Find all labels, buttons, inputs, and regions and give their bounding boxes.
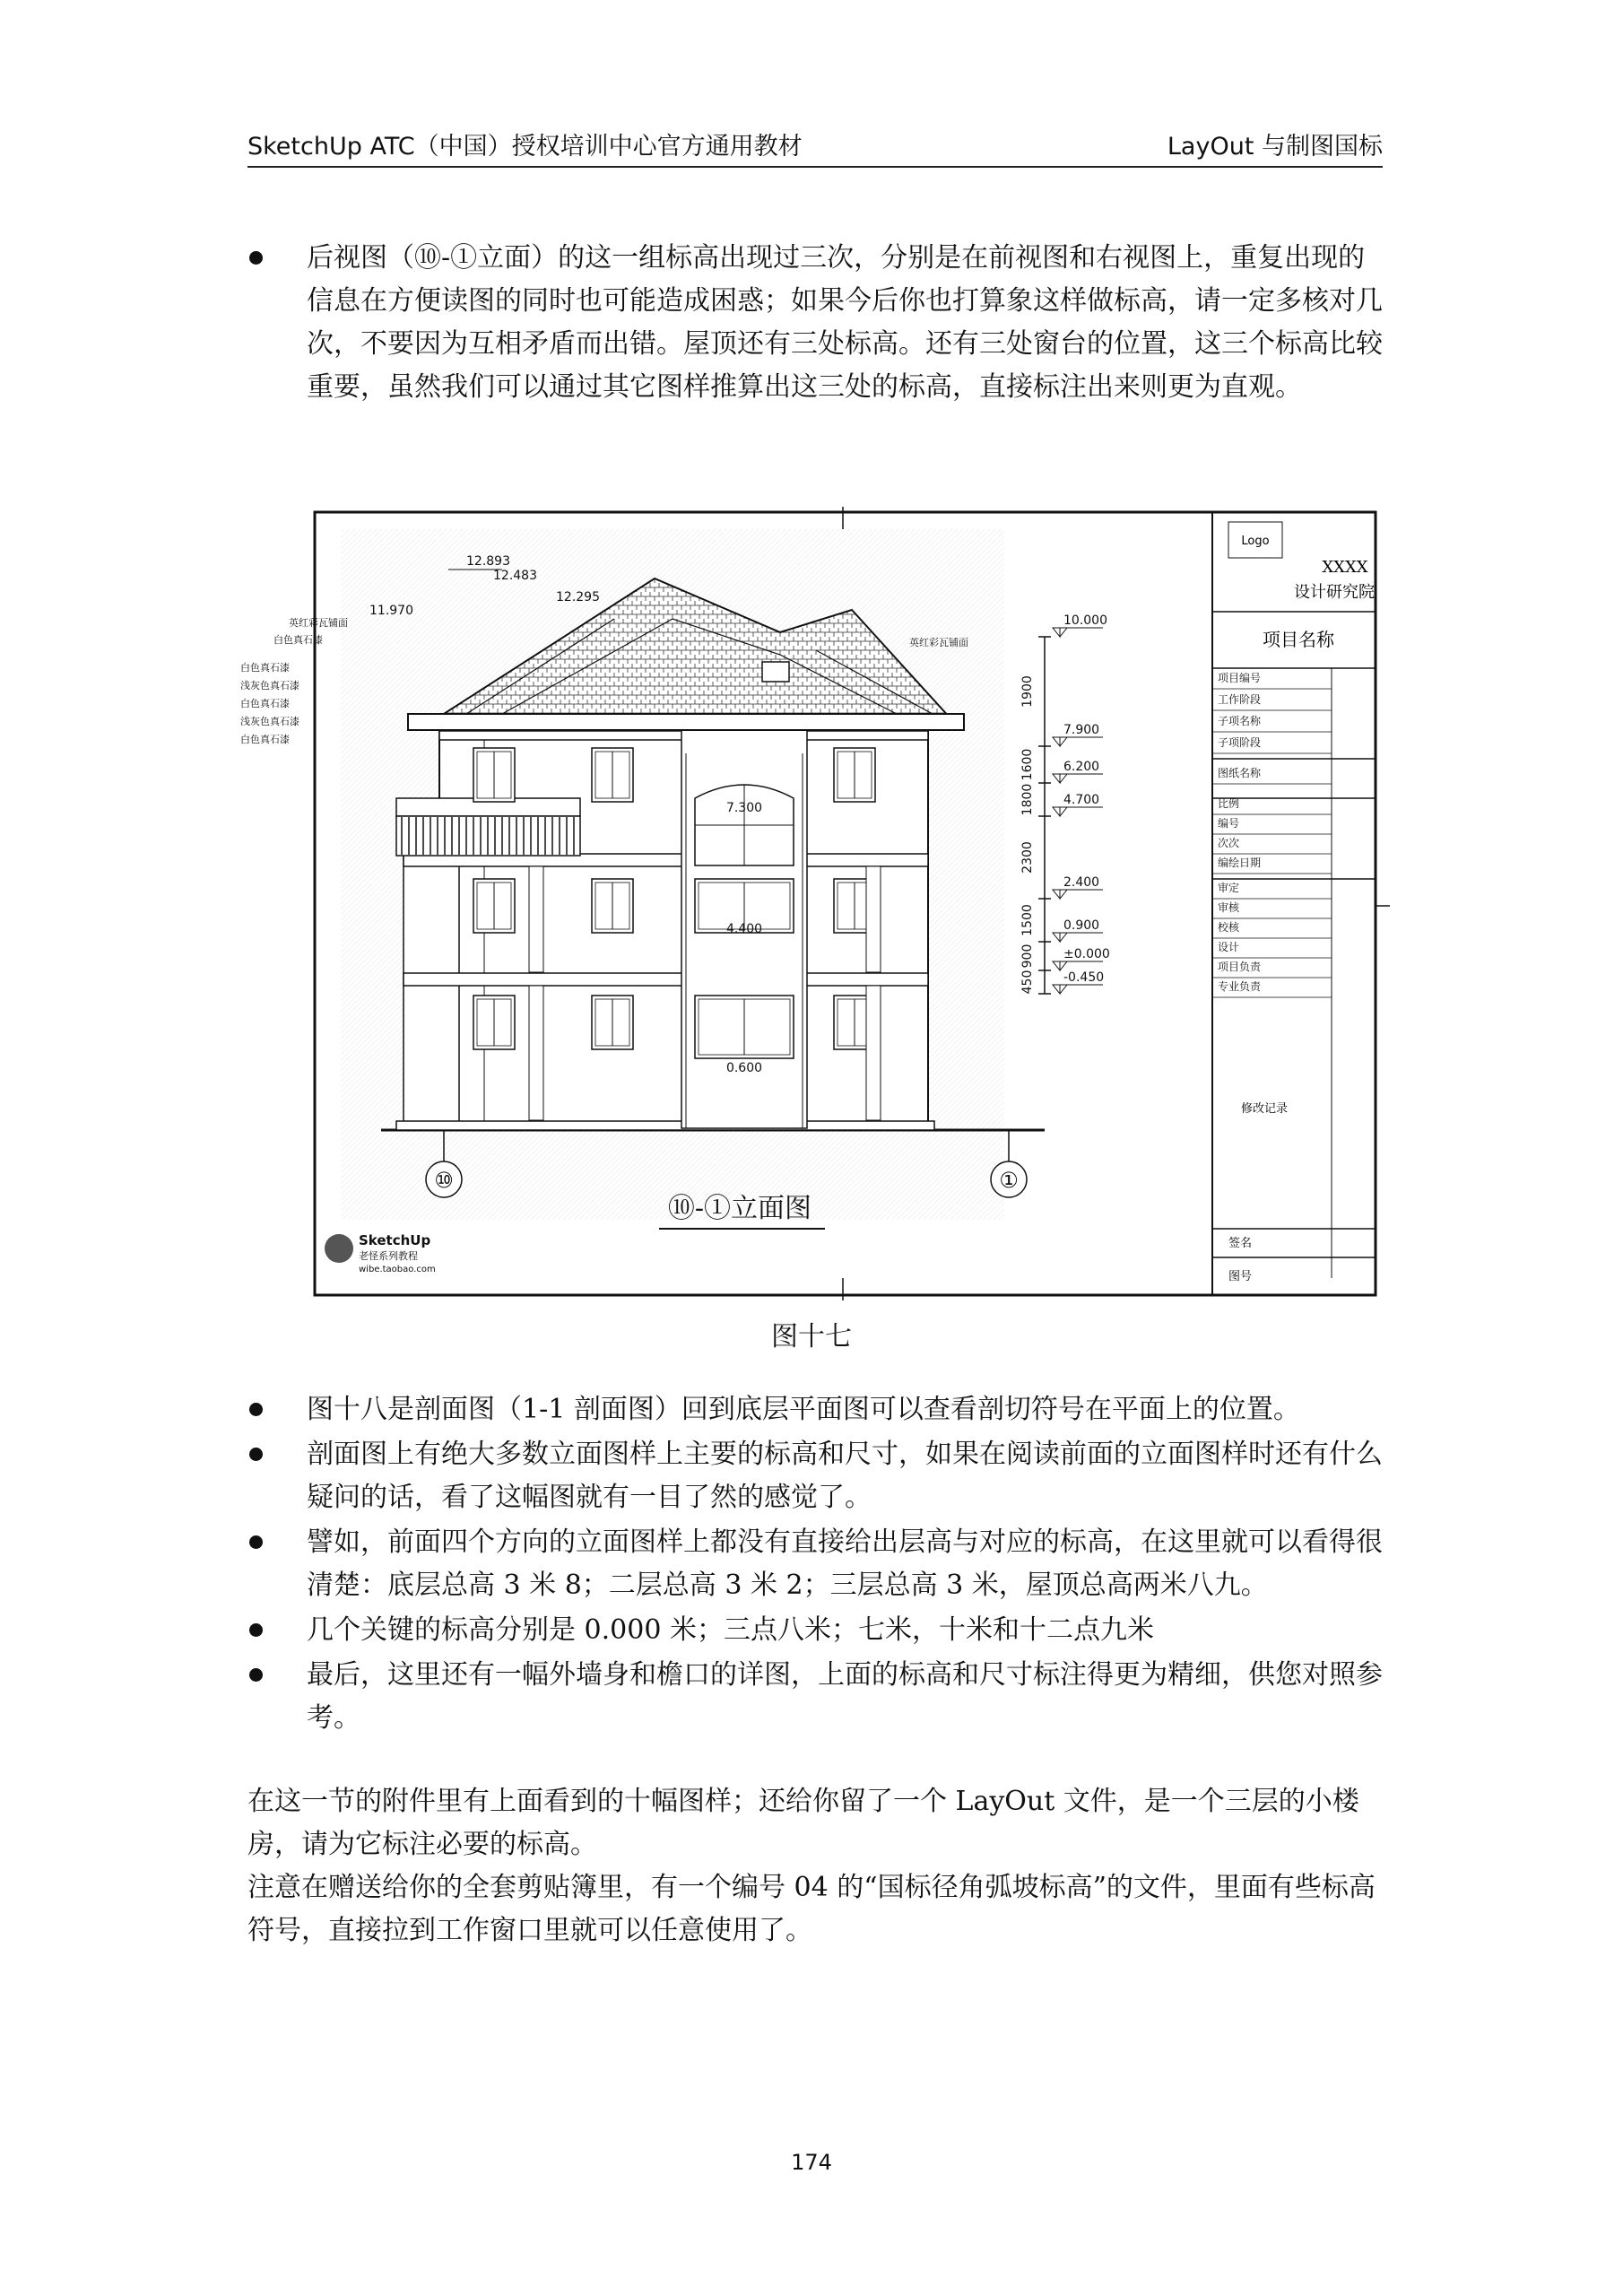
dimension-label: 900 [1020, 944, 1035, 969]
title-block-row-label: 编绘日期 [1218, 857, 1262, 869]
window [834, 748, 875, 802]
material-note-1: 白色真石漆 [240, 662, 290, 674]
figure-caption: 图十七 [771, 1321, 852, 1352]
elevation-drawing [240, 511, 1376, 1296]
dimension-label: 2300 [1020, 841, 1035, 874]
bullet-item: 譬如，前面四个方向的立面图样上都没有直接给出层高与对应的标高，在这里就可以看得很清楚：底层总高 3 米 8；二层总高 3 米 2；三层总高 3 米，屋顶总高两米八九。 [247, 1521, 1383, 1607]
axis-right-label: ① [999, 1168, 1019, 1193]
body-paragraph: 注意在赠送给你的全套剪贴簿里，有一个编号 04 的“国标径角弧坡标高”的文件，里面有些标高符号，直接拉到工作窗口里就可以任意使用了。 [247, 1872, 1376, 1946]
roof-level-4: 11.970 [369, 604, 413, 618]
body-paragraph: 在这一节的附件里有上面看到的十幅图样；还给你留了一个 LayOut 文件，是一个三层的小楼房，请为它标注必要的标高。 [247, 1786, 1359, 1860]
elevation-label: -0.450 [1063, 970, 1105, 985]
inner-level-2: 4.400 [725, 922, 763, 936]
dimension-label: 1800 [1020, 783, 1035, 816]
elevation-label: ±0.000 [1063, 947, 1110, 961]
elevation-label: 7.900 [1063, 723, 1100, 737]
roof-note-2: 白色真石漆 [273, 634, 323, 646]
elevation-label: 0.900 [1063, 918, 1100, 933]
title-block-row-label: 项目编号 [1218, 672, 1262, 684]
title-block-row-label: 审核 [1218, 901, 1240, 914]
elevation-label: 10.000 [1063, 613, 1107, 628]
title-block-revision: 修改记录 [1240, 1102, 1289, 1116]
bullet-list [247, 1388, 1383, 1742]
title-block-project-name: 项目名称 [1263, 629, 1334, 650]
title-block-sign: 签名 [1228, 1237, 1253, 1250]
bullet-item: 几个关键的标高分别是 0.000 米；三点八米；七米，十米和十二点九米 [247, 1609, 1383, 1652]
title-block-logo: Logo [1241, 535, 1270, 548]
title-block-row-label: 编号 [1218, 817, 1240, 830]
roof-note-1: 英红彩瓦铺面 [289, 617, 348, 629]
header-chapter-title: LayOut 与制图国标 [1167, 133, 1383, 161]
window [473, 748, 515, 802]
roof-level-3: 12.295 [556, 590, 600, 604]
material-note-5: 白色真石漆 [240, 734, 290, 745]
roof-note-3: 英红彩瓦铺面 [909, 637, 968, 648]
elevation-label: 2.400 [1063, 875, 1100, 890]
material-note-2: 浅灰色真石漆 [240, 680, 299, 691]
drawing-title: ⑩-①立面图 [667, 1193, 812, 1224]
title-block-row-label: 项目负责 [1218, 961, 1262, 973]
title-block-company: XXXX [1322, 558, 1368, 577]
title-block-institute: 设计研究院 [1294, 583, 1375, 602]
window [473, 879, 515, 933]
material-note-4: 浅灰色真石漆 [240, 716, 299, 727]
dimension-label: 1600 [1020, 748, 1035, 781]
title-block-row-label: 次次 [1218, 837, 1240, 849]
watermark-sub: 老怪系列教程 [359, 1250, 418, 1262]
header-book-title: SketchUp ATC（中国）授权培训中心官方通用教材 [247, 133, 803, 161]
dimension-label: 1900 [1020, 675, 1035, 708]
window [592, 748, 633, 802]
dimension-label: 1500 [1020, 904, 1035, 936]
bullet-item: 最后，这里还有一幅外墙身和檐口的详图，上面的标高和尺寸标注得更为精细，供您对照参考。 [247, 1654, 1383, 1740]
window [592, 879, 633, 933]
title-block-row-label: 子项阶段 [1218, 736, 1262, 749]
intro-bullet-list [247, 237, 1383, 411]
inner-level-1: 7.300 [725, 801, 763, 815]
page-number: 174 [791, 2150, 832, 2175]
material-note-3: 白色真石漆 [240, 698, 290, 709]
elevation-label: 4.700 [1063, 793, 1100, 807]
bullet-item: 图十八是剖面图（1-1 剖面图）回到底层平面图可以查看剖切符号在平面上的位置。 [247, 1388, 1383, 1431]
bullet-item: 后视图（⑩-①立面）的这一组标高出现过三次，分别是在前视图和右视图上，重复出现的信息在方便读图的同时也可能造成困惑；如果今后你也打算象这样做标高，请一定多核对几次，不要因为互相矛盾而出错。屋顶还有三处标高。还有三处窗台的位置，这三个标高比较重要，虽然我们可以通过其它图样推算出这三处的标高，直接标注出来则更为直观。 [247, 237, 1383, 409]
title-block-row-label: 子项名称 [1218, 715, 1262, 727]
page-header [247, 121, 1383, 168]
title-block-row-label: 审定 [1218, 882, 1240, 894]
title-block-row-label: 工作阶段 [1218, 693, 1262, 706]
window [592, 996, 633, 1049]
dimension-label: 450 [1020, 970, 1035, 995]
inner-level-3: 0.600 [725, 1061, 763, 1075]
window [473, 996, 515, 1049]
title-block-row-label: 比例 [1218, 797, 1240, 810]
title-block-row-label: 设计 [1218, 941, 1240, 953]
bullet-item: 剖面图上有绝大多数立面图样上主要的标高和尺寸，如果在阅读前面的立面图样时还有什么疑问的话，看了这幅图就有一目了然的感觉了。 [247, 1433, 1383, 1519]
axis-left-label: ⑩ [434, 1168, 454, 1193]
title-block-row-label: 专业负责 [1218, 980, 1262, 993]
title-block-row-label: 校核 [1218, 921, 1240, 934]
window [695, 996, 794, 1058]
watermark-url: wibe.taobao.com [359, 1265, 436, 1274]
watermark-name: SketchUp [359, 1232, 431, 1248]
roof-level-1: 12.893 [466, 554, 510, 569]
title-block-row-label: 图纸名称 [1218, 767, 1262, 779]
title-block-stamp: 图号 [1228, 1270, 1253, 1283]
elevation-label: 6.200 [1063, 760, 1100, 774]
roof-level-2: 12.483 [493, 569, 537, 583]
